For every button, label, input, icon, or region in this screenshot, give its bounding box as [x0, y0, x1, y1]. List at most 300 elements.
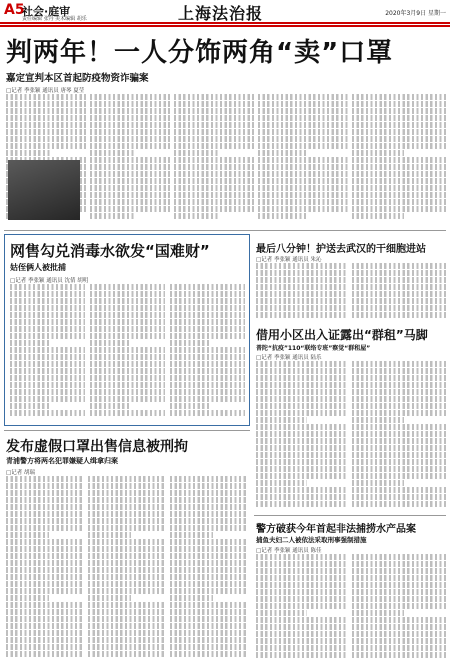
- text-line: [256, 638, 348, 644]
- text-line: [256, 459, 348, 465]
- text-line: [88, 490, 166, 496]
- text-line: [352, 554, 446, 560]
- text-line: [170, 305, 245, 311]
- text-line: [88, 483, 166, 489]
- text-line: [88, 504, 166, 510]
- story4-text-col-1: [256, 361, 348, 511]
- text-line: [352, 494, 446, 500]
- text-line: [256, 263, 348, 269]
- text-line: [10, 368, 85, 374]
- text-line: [10, 319, 85, 325]
- text-line: [352, 501, 446, 507]
- text-line: [88, 497, 166, 503]
- story3-text-col-2: [352, 263, 446, 321]
- text-line: [256, 631, 348, 637]
- text-line: [170, 518, 248, 524]
- text-line: [258, 94, 348, 100]
- text-line: [10, 396, 85, 402]
- text-line: [90, 178, 170, 184]
- text-line: [170, 298, 245, 304]
- text-line: [256, 610, 307, 616]
- text-line: [256, 382, 348, 388]
- text-line: [174, 171, 254, 177]
- text-line: [90, 382, 165, 388]
- text-line: [258, 136, 348, 142]
- story5-text-col-3: [170, 476, 248, 664]
- text-line: [174, 199, 254, 205]
- text-line: [170, 553, 248, 559]
- text-line: [88, 630, 166, 636]
- text-line: [256, 645, 348, 651]
- text-line: [174, 94, 254, 100]
- text-line: [10, 326, 85, 332]
- story4-headline: 借用小区出入证露出“群租”马脚: [256, 328, 428, 342]
- text-line: [170, 326, 245, 332]
- text-line: [170, 623, 248, 629]
- text-line: [170, 319, 245, 325]
- text-line: [352, 417, 404, 423]
- text-line: [170, 354, 245, 360]
- text-line: [258, 164, 348, 170]
- text-line: [352, 136, 446, 142]
- text-line: [256, 410, 348, 416]
- text-line: [6, 616, 84, 622]
- text-line: [258, 171, 348, 177]
- text-line: [90, 389, 165, 395]
- text-line: [258, 206, 348, 212]
- text-line: [352, 466, 446, 472]
- text-line: [90, 94, 170, 100]
- text-line: [170, 511, 248, 517]
- text-line: [256, 396, 348, 402]
- section-editors: 责任编辑 张丹 美术编辑 胡乐: [22, 16, 87, 22]
- text-line: [352, 445, 446, 451]
- text-line: [170, 616, 248, 622]
- text-line: [88, 525, 166, 531]
- text-line: [256, 403, 348, 409]
- text-line: [174, 122, 254, 128]
- text-line: [352, 410, 446, 416]
- text-line: [170, 504, 248, 510]
- text-line: [174, 129, 254, 135]
- section-divider: [4, 230, 446, 231]
- text-line: [6, 150, 50, 156]
- text-line: [6, 143, 86, 149]
- text-line: [352, 312, 446, 318]
- text-line: [352, 582, 446, 588]
- text-line: [6, 115, 86, 121]
- text-line: [352, 164, 446, 170]
- masthead: [0, 0, 450, 24]
- story6-text-col-1: [256, 554, 348, 664]
- text-line: [352, 631, 446, 637]
- text-line: [90, 305, 165, 311]
- issue-date: 2020年3月9日 星期一: [385, 10, 446, 17]
- text-line: [90, 326, 165, 332]
- text-line: [90, 150, 134, 156]
- text-line: [352, 115, 446, 121]
- text-line: [256, 617, 348, 623]
- text-line: [352, 361, 446, 367]
- text-line: [88, 574, 166, 580]
- text-line: [352, 150, 404, 156]
- text-line: [170, 340, 211, 346]
- text-line: [170, 602, 248, 608]
- text-line: [6, 588, 84, 594]
- text-line: [170, 476, 248, 482]
- section-title: 社会·庭审: [22, 5, 71, 18]
- text-line: [90, 122, 170, 128]
- text-line: [10, 312, 85, 318]
- text-line: [6, 490, 84, 496]
- text-line: [6, 101, 86, 107]
- text-line: [352, 603, 446, 609]
- text-line: [170, 560, 248, 566]
- text-line: [258, 213, 308, 219]
- text-line: [170, 312, 245, 318]
- story2-byline: □记者 季张颖 通讯员 沈倩 胡明: [10, 278, 89, 284]
- text-line: [256, 624, 348, 630]
- text-line: [174, 136, 254, 142]
- text-line: [170, 291, 245, 297]
- text-line: [10, 284, 85, 290]
- text-line: [352, 199, 446, 205]
- text-line: [352, 263, 446, 269]
- text-line: [6, 609, 84, 615]
- text-line: [352, 298, 446, 304]
- text-line: [88, 518, 166, 524]
- text-line: [258, 115, 348, 121]
- text-line: [170, 497, 248, 503]
- text-line: [88, 567, 166, 573]
- text-line: [170, 630, 248, 636]
- text-line: [352, 645, 446, 651]
- text-line: [256, 270, 348, 276]
- text-line: [90, 213, 134, 219]
- text-line: [258, 178, 348, 184]
- text-line: [258, 108, 348, 114]
- text-line: [352, 459, 446, 465]
- text-line: [352, 284, 446, 290]
- text-line: [6, 623, 84, 629]
- text-line: [6, 574, 84, 580]
- text-line: [256, 582, 348, 588]
- text-line: [88, 560, 166, 566]
- text-line: [352, 396, 446, 402]
- text-line: [90, 396, 165, 402]
- text-line: [90, 199, 170, 205]
- text-line: [90, 403, 131, 409]
- text-line: [352, 157, 446, 163]
- text-line: [10, 354, 85, 360]
- story2-text-col-3: [170, 284, 245, 420]
- story5-text-col-1: [6, 476, 84, 664]
- text-line: [256, 452, 348, 458]
- text-line: [174, 178, 254, 184]
- text-line: [88, 609, 166, 615]
- text-line: [6, 525, 84, 531]
- text-line: [352, 291, 446, 297]
- story4-text-col-2: [352, 361, 446, 511]
- text-line: [170, 333, 245, 339]
- lead-text-col-2: [90, 94, 170, 226]
- story6-subhead: 捕鱼夫妇二人被依法采取刑事强制措施: [256, 536, 367, 544]
- text-line: [88, 595, 131, 601]
- text-line: [10, 382, 85, 388]
- text-line: [170, 382, 245, 388]
- text-line: [90, 340, 131, 346]
- section-divider: [4, 430, 250, 431]
- text-line: [256, 466, 348, 472]
- text-line: [10, 361, 85, 367]
- text-line: [352, 589, 446, 595]
- text-line: [258, 143, 348, 149]
- text-line: [256, 603, 348, 609]
- text-line: [352, 638, 446, 644]
- story2-text-col-2: [90, 284, 165, 420]
- text-line: [88, 553, 166, 559]
- text-line: [352, 108, 446, 114]
- text-line: [352, 568, 446, 574]
- text-line: [258, 101, 348, 107]
- text-line: [258, 192, 348, 198]
- text-line: [174, 115, 254, 121]
- text-line: [352, 438, 446, 444]
- text-line: [10, 375, 85, 381]
- story5-text-col-2: [88, 476, 166, 664]
- text-line: [352, 382, 446, 388]
- text-line: [88, 581, 166, 587]
- text-line: [256, 284, 348, 290]
- text-line: [174, 101, 254, 107]
- lead-text-col-4: [258, 94, 348, 226]
- text-line: [10, 340, 51, 346]
- text-line: [258, 122, 348, 128]
- text-line: [170, 347, 245, 353]
- text-line: [10, 305, 85, 311]
- text-line: [174, 213, 218, 219]
- story6-text-col-2: [352, 554, 446, 664]
- text-line: [258, 185, 348, 191]
- text-line: [88, 602, 166, 608]
- newspaper-logo: 上海法治报: [178, 4, 264, 23]
- story5-byline: □记者 胡瑞: [6, 470, 35, 476]
- text-line: [90, 333, 165, 339]
- text-line: [352, 652, 446, 658]
- text-line: [352, 424, 446, 430]
- text-line: [88, 637, 166, 643]
- text-line: [352, 473, 446, 479]
- text-line: [174, 185, 254, 191]
- text-line: [256, 305, 348, 311]
- text-line: [352, 143, 446, 149]
- text-line: [256, 368, 348, 374]
- text-line: [10, 298, 85, 304]
- text-line: [90, 185, 170, 191]
- text-line: [6, 483, 84, 489]
- text-line: [170, 588, 248, 594]
- text-line: [256, 561, 348, 567]
- text-line: [256, 501, 348, 507]
- text-line: [6, 122, 86, 128]
- text-line: [90, 171, 170, 177]
- text-line: [352, 561, 446, 567]
- text-line: [90, 375, 165, 381]
- text-line: [90, 157, 170, 163]
- text-line: [10, 403, 51, 409]
- text-line: [352, 94, 446, 100]
- text-line: [352, 596, 446, 602]
- text-line: [352, 452, 446, 458]
- story2-text-col-1: [10, 284, 85, 420]
- text-line: [170, 361, 245, 367]
- text-line: [256, 431, 348, 437]
- text-line: [256, 389, 348, 395]
- text-line: [88, 546, 166, 552]
- text-line: [352, 185, 446, 191]
- text-line: [174, 108, 254, 114]
- text-line: [256, 494, 348, 500]
- text-line: [6, 553, 84, 559]
- text-line: [352, 101, 446, 107]
- text-line: [10, 333, 85, 339]
- text-line: [170, 410, 245, 416]
- text-line: [90, 312, 165, 318]
- text-line: [256, 596, 348, 602]
- text-line: [170, 532, 213, 538]
- text-line: [256, 375, 348, 381]
- text-line: [90, 192, 170, 198]
- text-line: [352, 389, 446, 395]
- text-line: [352, 178, 446, 184]
- story3-headline: 最后八分钟！护送去武汉的干细胞进站: [256, 244, 426, 255]
- text-line: [90, 136, 170, 142]
- text-line: [6, 595, 49, 601]
- text-line: [90, 354, 165, 360]
- text-line: [170, 637, 248, 643]
- page-number: A5: [4, 2, 25, 18]
- text-line: [352, 122, 446, 128]
- text-line: [170, 403, 211, 409]
- text-line: [10, 347, 85, 353]
- text-line: [90, 143, 170, 149]
- text-line: [256, 361, 348, 367]
- text-line: [6, 511, 84, 517]
- text-line: [90, 284, 165, 290]
- text-line: [90, 115, 170, 121]
- text-line: [6, 518, 84, 524]
- text-line: [258, 199, 348, 205]
- text-line: [6, 546, 84, 552]
- text-line: [174, 206, 254, 212]
- text-line: [6, 129, 86, 135]
- text-line: [6, 504, 84, 510]
- lead-text-col-3: [174, 94, 254, 226]
- text-line: [90, 108, 170, 114]
- text-line: [6, 630, 84, 636]
- text-line: [256, 424, 348, 430]
- text-line: [352, 624, 446, 630]
- story6-headline: 警方破获今年首起非法捕捞水产品案: [256, 524, 416, 535]
- text-line: [352, 480, 404, 486]
- text-line: [6, 644, 84, 650]
- text-line: [90, 298, 165, 304]
- text-line: [256, 480, 307, 486]
- lead-subhead: 嘉定宣判本区首起防疫物资诈骗案: [6, 73, 149, 84]
- text-line: [170, 490, 248, 496]
- text-line: [88, 616, 166, 622]
- text-line: [170, 567, 248, 573]
- text-line: [256, 554, 348, 560]
- text-line: [174, 192, 254, 198]
- text-line: [6, 532, 49, 538]
- text-line: [6, 94, 86, 100]
- text-line: [352, 192, 446, 198]
- text-line: [170, 284, 245, 290]
- text-line: [256, 438, 348, 444]
- text-line: [10, 410, 85, 416]
- courtroom-photo: [8, 160, 80, 220]
- story3-text-col-1: [256, 263, 348, 321]
- text-line: [10, 291, 85, 297]
- text-line: [174, 164, 254, 170]
- text-line: [174, 150, 218, 156]
- lead-text-col-5: [352, 94, 446, 226]
- text-line: [352, 171, 446, 177]
- header-divider: [0, 25, 450, 27]
- text-line: [90, 319, 165, 325]
- text-line: [352, 403, 446, 409]
- text-line: [90, 291, 165, 297]
- story5-subhead: 青浦警方将两名犯罪嫌疑人缉拿归案: [6, 457, 118, 465]
- text-line: [90, 347, 165, 353]
- text-line: [88, 644, 166, 650]
- text-line: [258, 150, 308, 156]
- text-line: [170, 581, 248, 587]
- text-line: [6, 560, 84, 566]
- text-line: [10, 389, 85, 395]
- text-line: [352, 375, 446, 381]
- text-line: [352, 617, 446, 623]
- text-line: [90, 410, 165, 416]
- text-line: [174, 143, 254, 149]
- text-line: [6, 108, 86, 114]
- text-line: [6, 637, 84, 643]
- story4-subhead: 普陀“抗疫”110“联络专班”察觉“群租屋”: [256, 345, 371, 352]
- story2-headline: 网售勾兑消毒水欲发“国难财”: [10, 242, 210, 260]
- text-line: [6, 539, 84, 545]
- text-line: [170, 546, 248, 552]
- text-line: [170, 483, 248, 489]
- text-line: [170, 375, 245, 381]
- text-line: [352, 129, 446, 135]
- text-line: [256, 568, 348, 574]
- text-line: [90, 361, 165, 367]
- text-line: [88, 651, 166, 657]
- text-line: [256, 487, 348, 493]
- text-line: [256, 417, 307, 423]
- text-line: [170, 389, 245, 395]
- text-line: [170, 609, 248, 615]
- text-line: [170, 539, 248, 545]
- text-line: [90, 164, 170, 170]
- text-line: [90, 129, 170, 135]
- text-line: [88, 532, 131, 538]
- text-line: [256, 589, 348, 595]
- text-line: [170, 574, 248, 580]
- text-line: [6, 651, 84, 657]
- text-line: [352, 610, 404, 616]
